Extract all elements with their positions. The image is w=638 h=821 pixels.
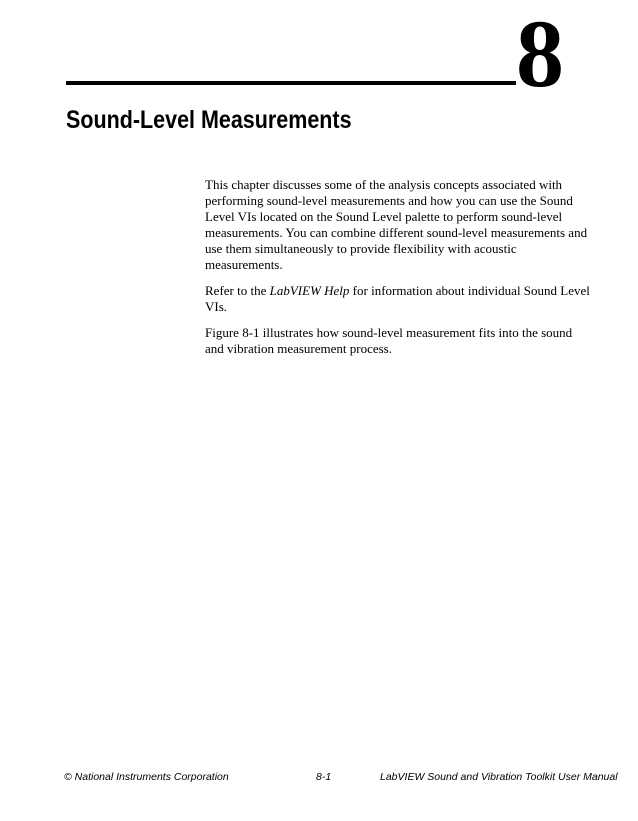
chapter-number: 8 <box>516 0 564 107</box>
help-reference-text-before: Refer to the <box>205 283 270 298</box>
help-reference-text-after: for information about individual Sound Level VIs. <box>205 283 590 314</box>
labview-help-reference: LabVIEW Help <box>269 283 350 298</box>
footer-copyright: © National Instruments Corporation <box>64 771 229 783</box>
chapter-title: Sound-Level Measurements <box>66 106 352 134</box>
footer-page-number: 8-1 <box>316 771 332 783</box>
figure-reference-paragraph: Figure 8-1 illustrates how sound-level measurement fits into the sound and vibration measurement process. <box>205 325 573 356</box>
help-reference-paragraph <box>205 283 590 315</box>
intro-paragraph: This chapter discusses some of the analysis concepts associated with performing sound-level measurements and how you can use the Sound Level VIs located on the Sound Level palette to perform sound-level measurements. You can combine different sound-level measurements and use them simultaneously to provide flexibility with acoustic measurements. <box>205 177 588 272</box>
footer-manual-title: LabVIEW Sound and Vibration Toolkit User Manual <box>380 771 618 783</box>
chapter-body <box>205 177 590 367</box>
chapter-rule <box>66 81 516 85</box>
